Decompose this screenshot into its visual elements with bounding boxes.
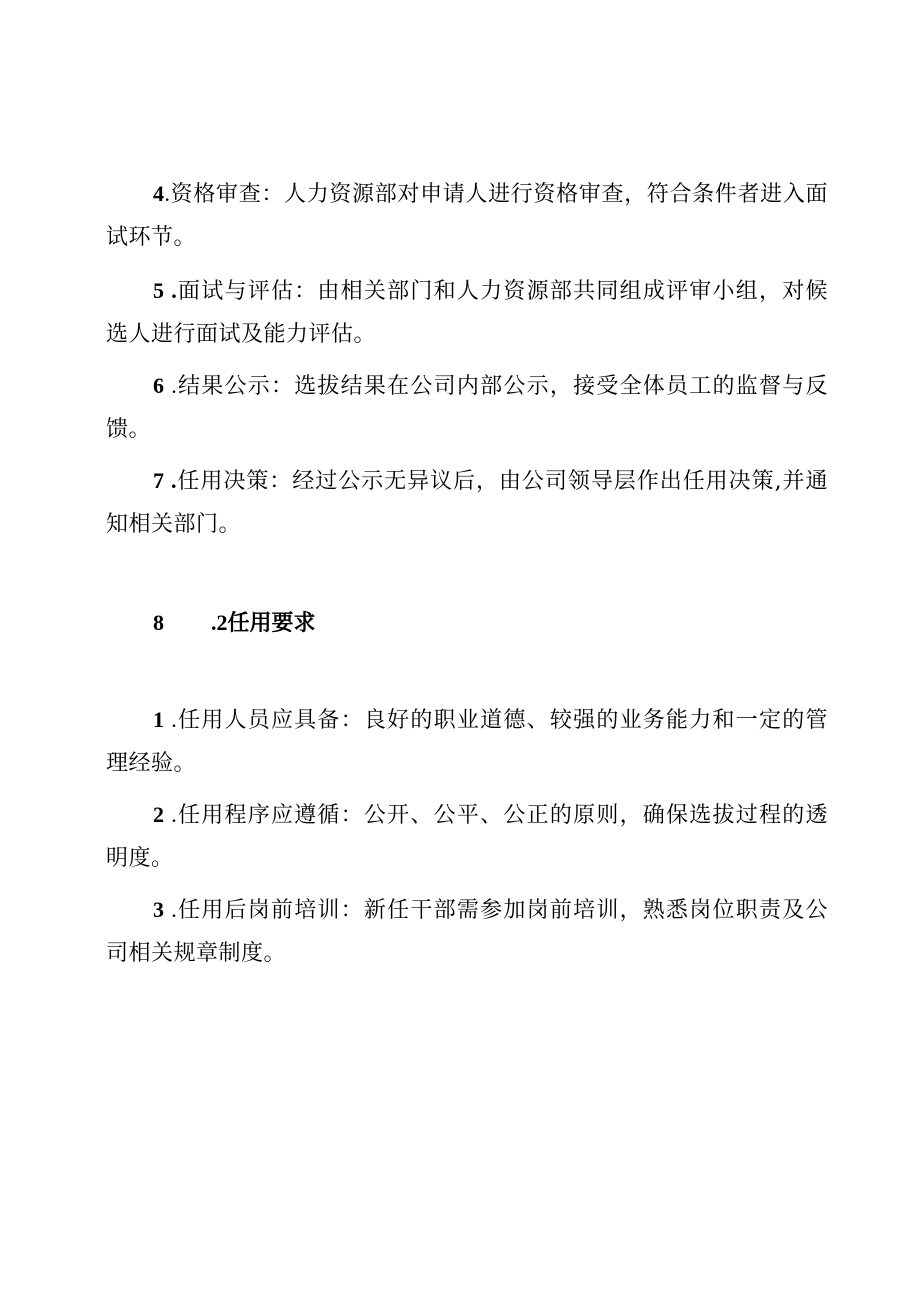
item-text: 任用后岗前培训：新任干部需参加岗前培训，熟悉岗位职责及公司相关规章制度。 (106, 898, 828, 966)
item-number: 3 (153, 897, 165, 922)
item-separator: . (164, 802, 178, 827)
procedure-item-5 (106, 269, 828, 356)
item-separator: . (164, 897, 178, 922)
item-text: 任用决策：经过公示无异议后，由公司领导层作出任用决策,并通知相关部门。 (106, 469, 828, 537)
item-number: 1 (153, 707, 165, 732)
section-number: 8 (153, 610, 164, 635)
item-text: 任用程序应遵循：公开、公平、公正的原则，确保选拔过程的透明度。 (106, 803, 828, 871)
item-number: 2 (153, 802, 165, 827)
item-text: 面试与评估：由相关部门和人力资源部共同组成评审小组，对候选人进行面试及能力评估。 (106, 279, 828, 347)
item-text: 结果公示：选拔结果在公司内部公示，接受全体员工的监督与反馈。 (106, 374, 828, 442)
item-separator: . (164, 278, 178, 303)
item-number: 5 (153, 278, 165, 303)
procedure-item-7 (106, 459, 828, 546)
section-subnumber: .2 (211, 610, 228, 635)
document-page (106, 172, 828, 975)
requirement-item-2 (106, 793, 828, 880)
section-spacer (106, 546, 828, 601)
procedure-item-6 (106, 364, 828, 451)
item-separator: . (164, 373, 178, 398)
section-heading (106, 601, 828, 645)
item-number: 4 (153, 181, 165, 206)
requirement-item-1 (106, 698, 828, 785)
item-separator: . (164, 468, 177, 493)
section-title: 任用要求 (227, 610, 316, 636)
item-separator: . (164, 707, 178, 732)
item-separator: . (164, 181, 171, 206)
item-number: 7 (153, 468, 165, 493)
section-spacer (106, 645, 828, 698)
procedure-item-4 (106, 172, 828, 259)
item-text: 任用人员应具备：良好的职业道德、较强的业务能力和一定的管理经验。 (106, 708, 828, 776)
item-text: 资格审查：人力资源部对申请人进行资格审查，符合条件者进入面试环节。 (106, 182, 828, 250)
item-number: 6 (153, 373, 165, 398)
requirement-item-3 (106, 888, 828, 975)
